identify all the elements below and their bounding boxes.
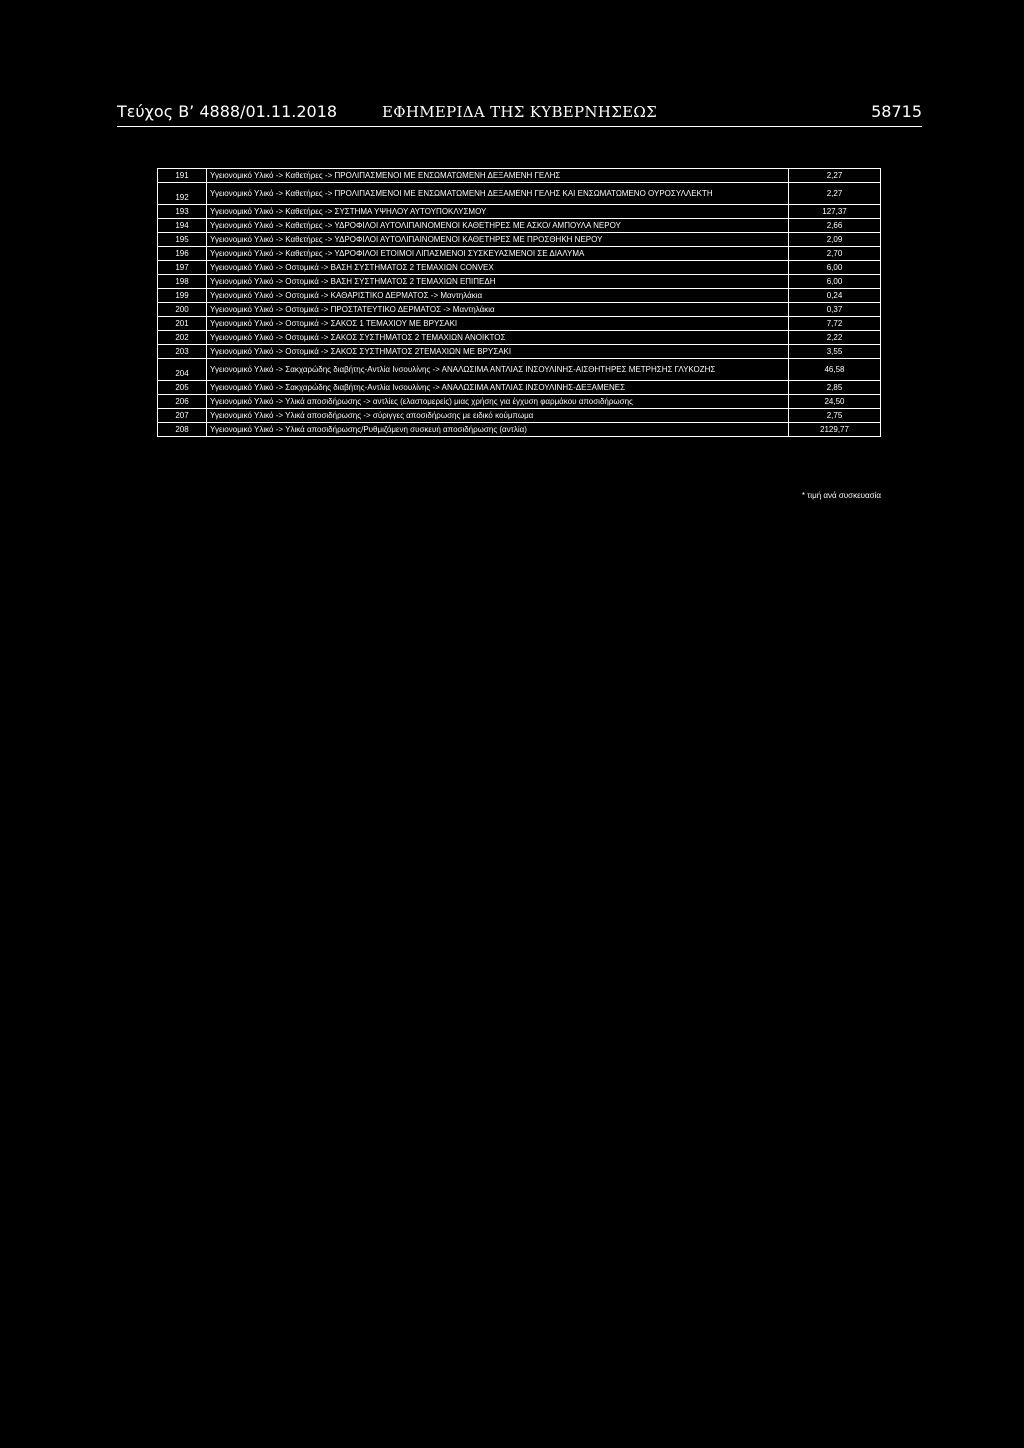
table-row — [158, 395, 881, 409]
table-row — [158, 275, 881, 289]
item-price: 2,75 — [789, 409, 881, 423]
table-row — [158, 233, 881, 247]
table-row — [158, 261, 881, 275]
table-row — [158, 409, 881, 423]
row-number: 197 — [158, 261, 207, 275]
footnote: * τιμή ανά συσκευασία — [801, 491, 881, 500]
issue-reference: Τεύχος Β’ 4888/01.11.2018 — [117, 102, 338, 121]
item-price: 46,58 — [789, 359, 881, 381]
item-price: 2,22 — [789, 331, 881, 345]
table-row — [158, 359, 881, 381]
price-table — [157, 168, 881, 437]
table-row — [158, 303, 881, 317]
row-number: 204 — [158, 359, 207, 381]
row-number: 195 — [158, 233, 207, 247]
row-number: 199 — [158, 289, 207, 303]
item-price: 6,00 — [789, 261, 881, 275]
item-price: 6,00 — [789, 275, 881, 289]
row-number: 201 — [158, 317, 207, 331]
item-price: 2,70 — [789, 247, 881, 261]
row-number: 191 — [158, 169, 207, 183]
item-description: Υγειονομικό Υλικό -> Καθετήρες -> ΥΔΡΟΦΙΛΟΙ ΑΥΤΟΛΙΠΑΙΝΟΜΕΝΟΙ ΚΑΘΕΤΗΡΕΣ ΜΕ ΠΡΟΣΘΗΚΗ ΝΕΡΟΥ — [207, 233, 789, 247]
row-number: 207 — [158, 409, 207, 423]
table-row — [158, 289, 881, 303]
row-number: 202 — [158, 331, 207, 345]
item-price: 24,50 — [789, 395, 881, 409]
row-number: 208 — [158, 423, 207, 437]
item-description: Υγειονομικό Υλικό -> Σακχαρώδης διαβήτης-Αντλία Ινσουλίνης -> ΑΝΑΛΩΣΙΜΑ ΑΝΤΛΙΑΣ ΙΝΣΟΥΛΙΝΗΣ-ΔΕΞΑΜΕΝΕΣ — [207, 381, 789, 395]
page-header — [117, 100, 922, 127]
item-description: Υγειονομικό Υλικό -> Υλικά αποσιδήρωσης -> αντλίες (ελαστομερείς) μιας χρήσης για έγχυση φαρμάκου αποσιδήρωσης — [207, 395, 789, 409]
table-row — [158, 205, 881, 219]
item-description: Υγειονομικό Υλικό -> Οστομικά -> ΣΑΚΟΣ ΣΥΣΤΗΜΑΤΟΣ 2ΤΕΜΑΧΙΩΝ ΜΕ ΒΡΥΣΑΚΙ — [207, 345, 789, 359]
table-row — [158, 381, 881, 395]
row-number: 193 — [158, 205, 207, 219]
table-row — [158, 219, 881, 233]
table-row — [158, 345, 881, 359]
row-number: 198 — [158, 275, 207, 289]
item-price: 127,37 — [789, 205, 881, 219]
row-number: 200 — [158, 303, 207, 317]
item-price: 2,27 — [789, 169, 881, 183]
item-description: Υγειονομικό Υλικό -> Καθετήρες -> ΥΔΡΟΦΙΛΟΙ ΑΥΤΟΛΙΠΑΙΝΟΜΕΝΟΙ ΚΑΘΕΤΗΡΕΣ ΜΕ ΑΣΚΟ/ ΑΜΠΟΥΛΑ ΝΕΡΟΥ — [207, 219, 789, 233]
item-price: 2,09 — [789, 233, 881, 247]
gazette-title: ΕΦΗΜΕΡΙΔΑ ΤΗΣ ΚΥΒΕΡΝΗΣΕΩΣ — [381, 103, 658, 121]
item-description: Υγειονομικό Υλικό -> Υλικά αποσιδήρωσης/Ρυθμιζόμενη συσκευή αποσιδήρωσης (αντλία) — [207, 423, 789, 437]
item-description: Υγειονομικό Υλικό -> Καθετήρες -> ΥΔΡΟΦΙΛΟΙ ΕΤΟΙΜΟΙ ΛΙΠΑΣΜΕΝΟΙ ΣΥΣΚΕΥΑΣΜΕΝΟΙ ΣΕ ΔΙΑΛΥΜΑ — [207, 247, 789, 261]
item-price: 2,66 — [789, 219, 881, 233]
table-row — [158, 331, 881, 345]
item-price: 2,27 — [789, 183, 881, 205]
row-number: 206 — [158, 395, 207, 409]
item-description: Υγειονομικό Υλικό -> Οστομικά -> ΣΑΚΟΣ 1 ΤΕΜΑΧΙΟΥ ΜΕ ΒΡΥΣΑΚΙ — [207, 317, 789, 331]
item-price: 2,85 — [789, 381, 881, 395]
item-description: Υγειονομικό Υλικό -> Οστομικά -> ΠΡΟΣΤΑΤΕΥΤΙΚΟ ΔΕΡΜΑΤΟΣ -> Μαντηλάκια — [207, 303, 789, 317]
item-description: Υγειονομικό Υλικό -> Οστομικά -> ΚΑΘΑΡΙΣΤΙΚΟ ΔΕΡΜΑΤΟΣ -> Μαντηλάκια — [207, 289, 789, 303]
row-number: 205 — [158, 381, 207, 395]
item-price: 2129,77 — [789, 423, 881, 437]
item-price: 0,37 — [789, 303, 881, 317]
item-description: Υγειονομικό Υλικό -> Σακχαρώδης διαβήτης-Αντλία Ινσουλίνης -> ΑΝΑΛΩΣΙΜΑ ΑΝΤΛΙΑΣ ΙΝΣΟΥΛΙΝΗΣ-ΑΙΣΘΗΤΗΡΕΣ ΜΕΤΡΗΣΗΣ ΓΛΥΚΟΖΗΣ — [207, 359, 789, 381]
table-row — [158, 183, 881, 205]
item-description: Υγειονομικό Υλικό -> Οστομικά -> ΒΑΣΗ ΣΥΣΤΗΜΑΤΟΣ 2 ΤΕΜΑΧΙΩΝ CONVEX — [207, 261, 789, 275]
item-description: Υγειονομικό Υλικό -> Οστομικά -> ΣΑΚΟΣ ΣΥΣΤΗΜΑΤΟΣ 2 ΤΕΜΑΧΙΩΝ ΑΝΟΙΚΤΟΣ — [207, 331, 789, 345]
item-description: Υγειονομικό Υλικό -> Υλικά αποσιδήρωσης -> σύριγγες αποσιδήρωσης με ειδικό κούμπωμα — [207, 409, 789, 423]
row-number: 203 — [158, 345, 207, 359]
table-row — [158, 317, 881, 331]
item-price: 7,72 — [789, 317, 881, 331]
item-description: Υγειονομικό Υλικό -> Καθετήρες -> ΠΡΟΛΙΠΑΣΜΕΝΟΙ ΜΕ ΕΝΣΩΜΑΤΩΜΕΝΗ ΔΕΞΑΜΕΝΗ ΓΕΛΗΣ — [207, 169, 789, 183]
item-description: Υγειονομικό Υλικό -> Καθετήρες -> ΣΥΣΤΗΜΑ ΥΨΗΛΟΥ ΑΥΤΟΥΠΟΚΛΥΣΜΟΥ — [207, 205, 789, 219]
row-number: 194 — [158, 219, 207, 233]
item-description: Υγειονομικό Υλικό -> Οστομικά -> ΒΑΣΗ ΣΥΣΤΗΜΑΤΟΣ 2 ΤΕΜΑΧΙΩΝ ΕΠΙΠΕΔΗ — [207, 275, 789, 289]
item-description: Υγειονομικό Υλικό -> Καθετήρες -> ΠΡΟΛΙΠΑΣΜΕΝΟΙ ΜΕ ΕΝΣΩΜΑΤΩΜΕΝΗ ΔΕΞΑΜΕΝΗ ΓΕΛΗΣ ΚΑΙ ΕΝΣΩΜΑΤΩΜΕΝΟ ΟΥΡΟΣΥΛΛΕΚΤΗ — [207, 183, 789, 205]
table-row — [158, 423, 881, 437]
row-number: 192 — [158, 183, 207, 205]
table-row — [158, 247, 881, 261]
page-number: 58715 — [871, 102, 922, 121]
table-row — [158, 169, 881, 183]
item-price: 3,55 — [789, 345, 881, 359]
row-number: 196 — [158, 247, 207, 261]
item-price: 0,24 — [789, 289, 881, 303]
